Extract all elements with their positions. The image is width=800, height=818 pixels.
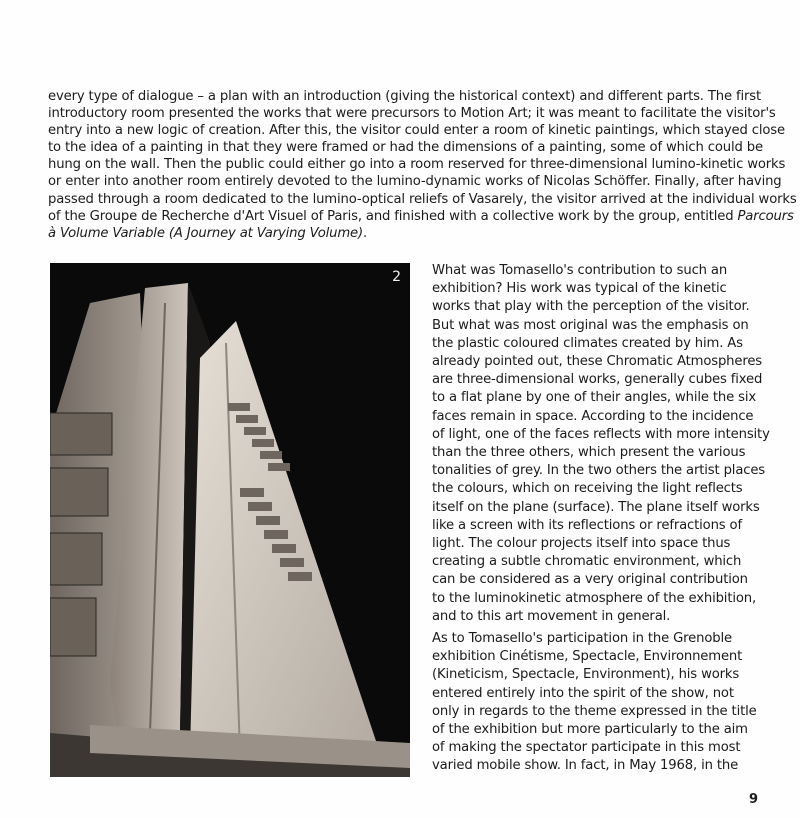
text-line: introductory room presented the works that were precursors to Motion Art; it was meant to facilitate the visitor's (48, 106, 776, 122)
text-line: entry into a new logic of creation. After this, the visitor could enter a room of kinetic paintings, which stayed close (48, 123, 785, 139)
text-line: can be considered as a very original contribution (432, 572, 748, 588)
text-line: exhibition? His work was typical of the kinetic (432, 281, 727, 297)
text-line: As to Tomasello's participation in the Grenoble (432, 631, 732, 646)
text-line: only in regards to the theme expressed in the title (432, 703, 757, 719)
text-line: varied mobile show. In fact, in May 1968, in the (432, 758, 739, 774)
figure-number: 2 (392, 269, 401, 285)
text-line: creating a subtle chromatic environment, which (432, 554, 742, 570)
text-line: tonalities of grey. In the two others the artist places (432, 463, 766, 479)
text-line: like a screen with its reflections or refractions of (432, 517, 742, 533)
text-line: every type of dialogue – a plan with an introduction (giving the historical context) and different parts. The first (48, 89, 762, 104)
text-line: of the exhibition but more particularly to the aim (432, 722, 748, 738)
text-line: the colours, which on receiving the light reflects (432, 481, 743, 497)
text-line: to a flat plane by one of their angles, while the six (432, 390, 756, 406)
text-line: and to this art movement in general. (432, 608, 671, 624)
text-line: to the luminokinetic atmosphere of the exhibition, (432, 590, 757, 606)
building-photograph (50, 263, 410, 777)
text-line: than the three others, which present the various (432, 445, 746, 461)
text-line: of making the spectator participate in this most (432, 740, 741, 756)
text-line: the plastic coloured climates created by him. As (432, 335, 743, 351)
text-line: hung on the wall. Then the public could either go into a room reserved for three-dimensional lumino-kinetic works (48, 157, 786, 173)
text-segment: . (363, 225, 368, 241)
intro-paragraph (48, 88, 797, 242)
tower-facade-image (50, 263, 410, 777)
column-paragraph-contribution (432, 262, 770, 626)
text-line: or enter into another room entirely devoted to the lumino-dynamic works of Nicolas Schöffer. Finally, after having (48, 174, 782, 190)
text-segment: of the Groupe de Recherche d'Art Visuel of Paris, and finished with a collective work by the group, entitled (48, 208, 734, 224)
text-line: faces remain in space. According to the incidence (432, 408, 754, 424)
text-line: are three-dimensional works, generally cubes fixed (432, 372, 763, 388)
page-number: 9 (748, 792, 758, 807)
text-line: of light, one of the faces reflects with more intensity (432, 426, 770, 442)
text-line: What was Tomasello's contribution to such an (432, 263, 728, 278)
text-line: entered entirely into the spirit of the show, not (432, 685, 734, 701)
text-line (48, 208, 794, 225)
text-line: works that play with the perception of the visitor. (432, 299, 750, 315)
italic-title: Parcours (737, 208, 794, 224)
text-line: exhibition Cinétisme, Spectacle, Environnement (432, 649, 743, 665)
text-line: itself on the plane (surface). The plane itself works (432, 499, 760, 515)
text-line: already pointed out, these Chromatic Atmospheres (432, 354, 763, 370)
text-line: light. The colour projects itself into space thus (432, 536, 731, 552)
text-line: (Kineticism, Spectacle, Environment), his works (432, 667, 740, 683)
text-line: But what was most original was the emphasis on (432, 317, 749, 333)
text-line: passed through a room dedicated to the lumino-optical reliefs of Vasarely, the visitor arrived at the individual works (48, 191, 797, 207)
text-line: to the idea of a painting in that they were framed or had the dimensions of a painting, some of which could be (48, 140, 763, 156)
italic-title: à Volume Variable (A Journey at Varying Volume) (48, 225, 363, 241)
text-line (48, 225, 760, 242)
column-paragraph-grenoble (432, 630, 757, 776)
